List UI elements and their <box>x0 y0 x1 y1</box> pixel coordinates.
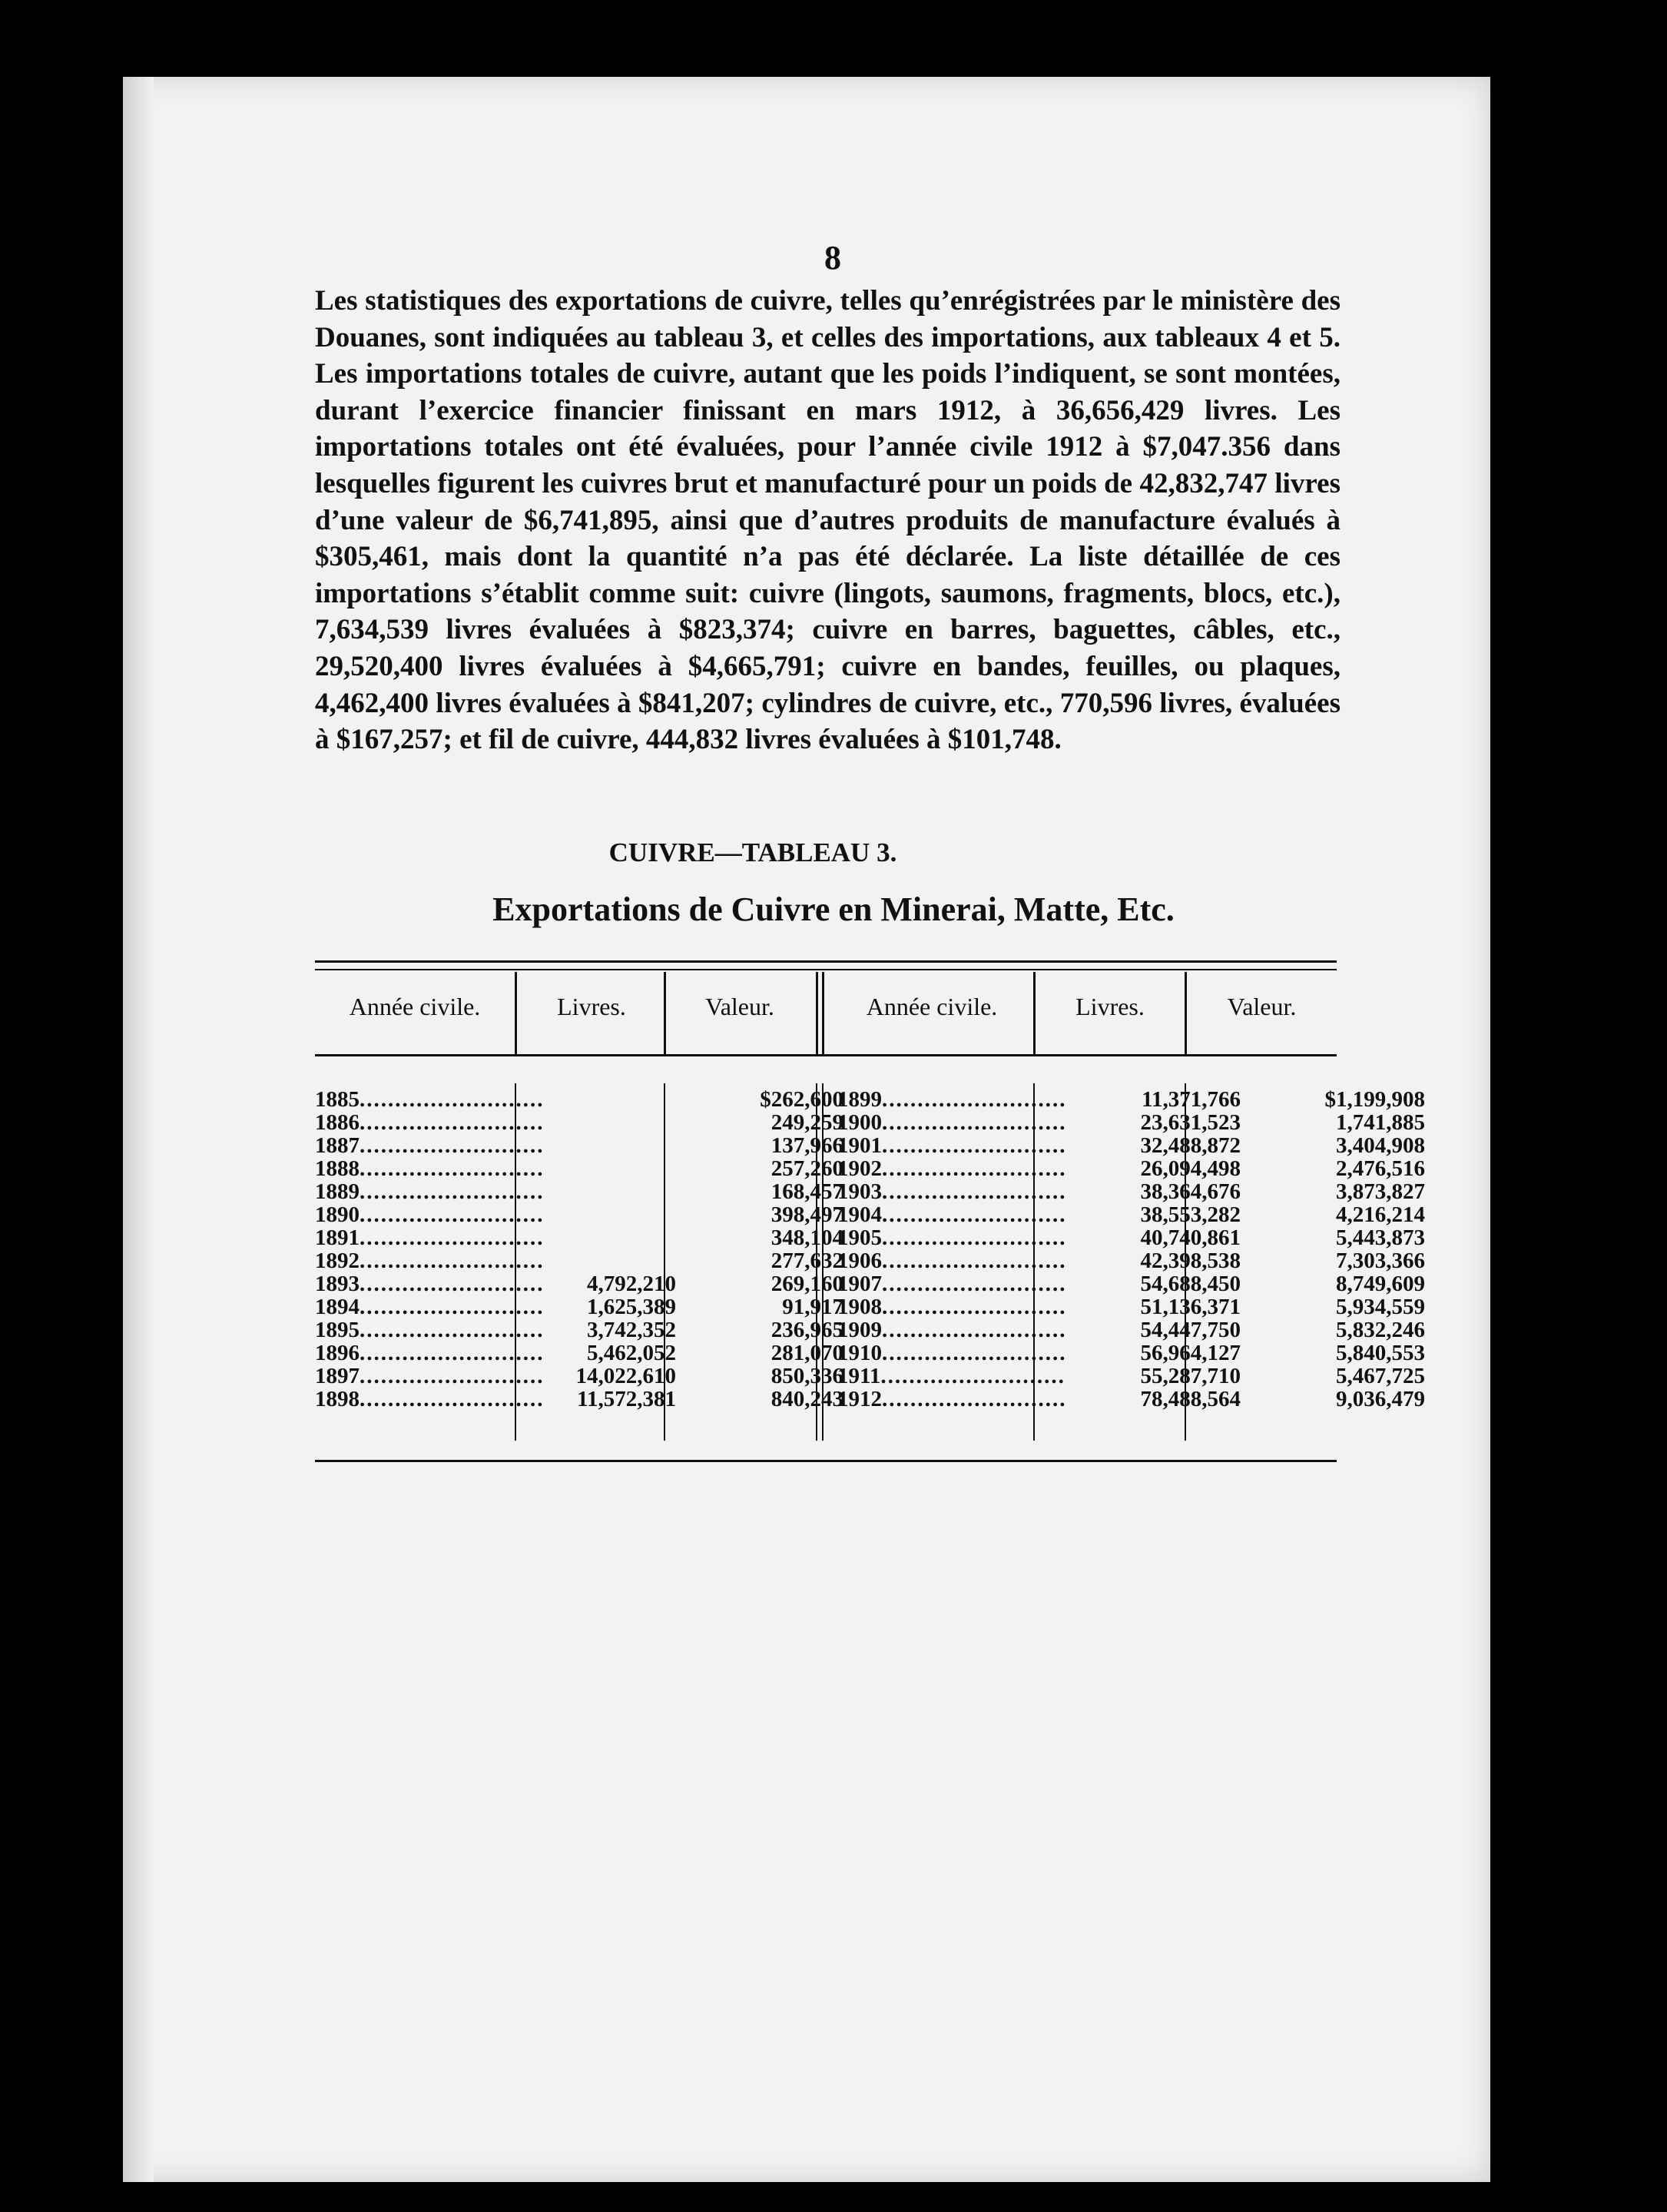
leader-dots: .......................... <box>360 1202 545 1227</box>
value-cell: $262,600 <box>760 1087 843 1112</box>
col-divider <box>1033 972 1036 1055</box>
year-text: 1885 <box>315 1087 360 1112</box>
year-text: 1896 <box>315 1341 360 1365</box>
value-cell: 277,632 <box>771 1249 843 1273</box>
header-pounds-right: Livres. <box>1075 993 1145 1020</box>
value-cell: 840,243 <box>771 1387 843 1411</box>
table-top-rule <box>315 960 1337 963</box>
value-cell: 91,917 <box>782 1295 843 1319</box>
table-bottom-rule <box>315 1460 1337 1462</box>
pounds-cell: 11,371,766 <box>1142 1087 1241 1112</box>
leader-dots: .......................... <box>360 1341 545 1365</box>
value-cell: 168,457 <box>771 1179 843 1204</box>
value-cell: 269,160 <box>771 1272 843 1296</box>
table-row <box>837 1364 1425 1387</box>
year-text: 1901 <box>837 1133 882 1158</box>
col-divider <box>816 972 818 1055</box>
table-row <box>837 1387 1425 1410</box>
page-edge-shadow <box>123 77 154 2182</box>
year-cell <box>315 1133 545 1158</box>
pounds-cell <box>515 1110 676 1133</box>
year-cell <box>315 1295 545 1319</box>
year-text: 1902 <box>837 1156 882 1181</box>
leader-dots: .......................... <box>360 1179 545 1204</box>
leader-dots: .......................... <box>360 1249 545 1273</box>
leader-dots: .......................... <box>360 1225 545 1250</box>
value-cell: 3,404,908 <box>1336 1133 1425 1158</box>
table-row <box>315 1295 843 1318</box>
leader-dots: .......................... <box>360 1318 545 1342</box>
leader-dots: .......................... <box>882 1225 1067 1250</box>
year-cell <box>315 1202 545 1227</box>
leader-dots: .......................... <box>882 1341 1067 1365</box>
value-cell: 249,259 <box>771 1110 843 1135</box>
col-divider <box>664 972 666 1055</box>
leader-dots: .......................... <box>360 1295 545 1319</box>
year-text: 1904 <box>837 1202 882 1227</box>
pounds-cell: 78,488,564 <box>1140 1387 1241 1411</box>
leader-dots: .......................... <box>882 1387 1067 1411</box>
col-divider-double <box>822 972 824 1055</box>
header-year-right: Année civile. <box>866 993 998 1020</box>
leader-dots: .......................... <box>882 1295 1067 1319</box>
leader-dots: .......................... <box>882 1318 1067 1342</box>
table-row <box>837 1225 1425 1249</box>
value-cell: 5,934,559 <box>1336 1295 1425 1319</box>
value-cell: 1,741,885 <box>1336 1110 1425 1135</box>
leader-dots: .......................... <box>360 1156 545 1181</box>
year-cell <box>837 1156 1067 1181</box>
leader-dots: .......................... <box>882 1272 1067 1296</box>
table-row <box>315 1272 843 1295</box>
pounds-cell: 42,398,538 <box>1140 1249 1241 1273</box>
year-cell <box>315 1249 545 1273</box>
year-cell <box>315 1387 545 1411</box>
header-bottom-rule <box>315 1054 1337 1056</box>
table-top-rule-double <box>315 969 1337 970</box>
leader-dots: .......................... <box>360 1110 545 1135</box>
right-rows <box>837 1087 1425 1410</box>
year-cell <box>837 1087 1067 1112</box>
header-value-left: Valeur. <box>705 993 774 1020</box>
header-value-right: Valeur. <box>1227 993 1297 1020</box>
pounds-cell <box>515 1156 676 1179</box>
leader-dots: .......................... <box>882 1179 1067 1204</box>
pounds-cell: 5,462,052 <box>587 1341 676 1365</box>
year-cell <box>837 1179 1067 1204</box>
header-year-left: Année civile. <box>349 993 481 1020</box>
value-cell: 2,476,516 <box>1336 1156 1425 1181</box>
pounds-cell: 32,488,872 <box>1140 1133 1241 1158</box>
year-text: 1910 <box>837 1341 882 1365</box>
table-row <box>837 1133 1425 1156</box>
value-cell: 137,966 <box>771 1133 843 1158</box>
year-cell <box>837 1202 1067 1227</box>
year-text: 1887 <box>315 1133 360 1158</box>
table-label: CUIVRE—TABLEAU 3. <box>608 837 897 867</box>
year-text: 1890 <box>315 1202 360 1227</box>
leader-dots: .......................... <box>360 1087 545 1112</box>
year-cell <box>315 1225 545 1250</box>
table-row <box>837 1156 1425 1179</box>
pounds-cell <box>515 1179 676 1202</box>
table-row <box>837 1318 1425 1341</box>
value-cell: 257,260 <box>771 1156 843 1181</box>
col-divider <box>515 972 517 1055</box>
pounds-cell: 26,094,498 <box>1140 1156 1241 1181</box>
table-row <box>837 1179 1425 1202</box>
year-text: 1898 <box>315 1387 360 1411</box>
year-text: 1889 <box>315 1179 360 1204</box>
leader-dots: .......................... <box>882 1087 1067 1112</box>
year-cell <box>837 1364 1065 1388</box>
value-cell: 236,965 <box>771 1318 843 1342</box>
year-text: 1900 <box>837 1110 882 1135</box>
year-cell <box>315 1179 545 1204</box>
value-cell: 5,467,725 <box>1336 1364 1425 1388</box>
table-row <box>315 1318 843 1341</box>
year-cell <box>837 1272 1067 1296</box>
table-row <box>315 1341 843 1364</box>
year-cell <box>837 1110 1067 1135</box>
value-cell: 398,497 <box>771 1202 843 1227</box>
year-text: 1905 <box>837 1225 882 1250</box>
year-cell <box>837 1249 1067 1273</box>
pounds-cell: 40,740,861 <box>1140 1225 1241 1250</box>
leader-dots: .......................... <box>882 1249 1067 1273</box>
table-row <box>837 1087 1425 1110</box>
table-row <box>315 1387 843 1410</box>
table-row <box>837 1272 1425 1295</box>
value-cell: 8,749,609 <box>1336 1272 1425 1296</box>
table-row <box>837 1110 1425 1133</box>
year-cell <box>837 1341 1067 1365</box>
year-text: 1892 <box>315 1249 360 1273</box>
leader-dots: .......................... <box>360 1364 545 1388</box>
year-cell <box>315 1318 545 1342</box>
pounds-cell <box>515 1133 676 1156</box>
table-row <box>315 1156 843 1179</box>
pounds-cell: 1,625,389 <box>587 1295 676 1319</box>
year-text: 1891 <box>315 1225 360 1250</box>
value-cell: 281,070 <box>771 1341 843 1365</box>
leader-dots: .......................... <box>360 1387 545 1411</box>
year-text: 1899 <box>837 1087 882 1112</box>
table-row <box>837 1295 1425 1318</box>
pounds-cell <box>515 1225 676 1249</box>
leader-dots: .......................... <box>882 1202 1067 1227</box>
table-row <box>315 1225 843 1249</box>
year-cell <box>837 1295 1067 1319</box>
left-rows <box>315 1087 843 1410</box>
year-text: 1894 <box>315 1295 360 1319</box>
col-divider <box>1185 972 1187 1055</box>
pounds-cell: 3,742,352 <box>587 1318 676 1342</box>
pounds-cell: 54,688,450 <box>1140 1272 1241 1296</box>
pounds-cell <box>515 1202 676 1225</box>
value-cell: 7,303,366 <box>1336 1249 1425 1273</box>
year-cell <box>315 1341 545 1365</box>
table-row <box>315 1133 843 1156</box>
pounds-cell <box>515 1249 676 1272</box>
year-text: 1908 <box>837 1295 882 1319</box>
year-text: 1895 <box>315 1318 360 1342</box>
pounds-cell: 38,364,676 <box>1140 1179 1241 1204</box>
value-cell: 9,036,479 <box>1336 1387 1425 1411</box>
year-text: 1886 <box>315 1110 360 1135</box>
year-cell <box>315 1110 545 1135</box>
value-cell: 4,216,214 <box>1336 1202 1425 1227</box>
year-cell <box>837 1318 1067 1342</box>
value-cell: $1,199,908 <box>1324 1087 1425 1112</box>
year-text: 1906 <box>837 1249 882 1273</box>
year-text: 1893 <box>315 1272 360 1296</box>
table-row <box>315 1202 843 1225</box>
year-cell <box>837 1387 1067 1411</box>
pounds-cell: 56,964,127 <box>1140 1341 1241 1365</box>
pounds-cell: 55,287,710 <box>1140 1364 1241 1388</box>
year-cell <box>315 1272 545 1296</box>
year-text: 1897 <box>315 1364 360 1388</box>
value-cell: 3,873,827 <box>1336 1179 1425 1204</box>
table-row <box>315 1249 843 1272</box>
pounds-cell: 54,447,750 <box>1140 1318 1241 1342</box>
value-cell: 850,336 <box>771 1364 843 1388</box>
pounds-cell: 23,631,523 <box>1140 1110 1241 1135</box>
pounds-cell: 4,792,210 <box>587 1272 676 1296</box>
header-pounds-left: Livres. <box>557 993 626 1020</box>
pounds-cell: 51,136,371 <box>1140 1295 1241 1319</box>
leader-dots: .......................... <box>882 1110 1067 1135</box>
value-cell: 5,832,246 <box>1336 1318 1425 1342</box>
leader-dots: .......................... <box>360 1133 545 1158</box>
pounds-cell <box>515 1087 676 1110</box>
value-cell: 5,443,873 <box>1336 1225 1425 1250</box>
table-row <box>315 1087 843 1110</box>
year-cell <box>315 1087 545 1112</box>
year-text: 1909 <box>837 1318 882 1342</box>
pounds-cell: 38,553,282 <box>1140 1202 1241 1227</box>
year-cell <box>837 1133 1067 1158</box>
year-cell <box>837 1225 1067 1250</box>
body-paragraph: Les statistiques des exportations de cuivre, telles qu’enrégistrées par le ministère des Douanes, sont indiquées au tableau 3, et celles des importations, aux tableaux 4 et 5. Les importations totales de cuivre, autant que les poids l’indiquent, se sont montées, durant l’exercice financier finissant en mars 1912, à 36,656,429 livres. Les importations totales ont été évaluées, pour l’année civile 1912 à $7,047.356 dans lesquelles figurent les cuivres brut et manufacturé pour un poids de 42,832,747 livres d’une valeur de $6,741,895, ainsi que d’autres produits de manufacture évalués à $305,461, mais dont la quantité n’a pas été déclarée. La liste détaillée de ces importations s’établit comme suit: cuivre (lingots, saumons, fragments, blocs, etc.), 7,634,539 livres évaluées à $823,374; cuivre en barres, baguettes, câbles, etc., 29,520,400 livres évaluées à $4,665,791; cuivre en bandes, feuilles, ou plaques, 4,462,400 livres évaluées à $841,207; cylindres de cuivre, etc., 770,596 livres, évaluées à $167,257; et fil de cuivre, 444,832 livres évaluées à $101,748. <box>315 285 1341 756</box>
year-text: 1903 <box>837 1179 882 1204</box>
leader-dots: .......................... <box>882 1156 1067 1181</box>
year-cell <box>315 1364 545 1388</box>
year-text: 1912 <box>837 1387 882 1411</box>
value-cell: 5,840,553 <box>1336 1341 1425 1365</box>
leader-dots: .......................... <box>880 1364 1065 1388</box>
table-row <box>837 1202 1425 1225</box>
table-title: Exportations de Cuivre en Minerai, Matte, Etc. <box>492 890 1175 928</box>
year-text: 1888 <box>315 1156 360 1181</box>
page-number: 8 <box>824 239 841 277</box>
year-cell <box>315 1156 545 1181</box>
table-row <box>315 1110 843 1133</box>
pounds-cell: 14,022,610 <box>575 1364 676 1388</box>
pounds-cell: 11,572,381 <box>577 1387 676 1411</box>
year-text: 1911 <box>837 1364 881 1388</box>
table-row <box>837 1341 1425 1364</box>
table-row <box>315 1179 843 1202</box>
table-row <box>837 1249 1425 1272</box>
year-text: 1907 <box>837 1272 882 1296</box>
table-row <box>315 1364 843 1387</box>
value-cell: 348,104 <box>771 1225 843 1250</box>
leader-dots: .......................... <box>882 1133 1067 1158</box>
leader-dots: .......................... <box>360 1272 545 1296</box>
